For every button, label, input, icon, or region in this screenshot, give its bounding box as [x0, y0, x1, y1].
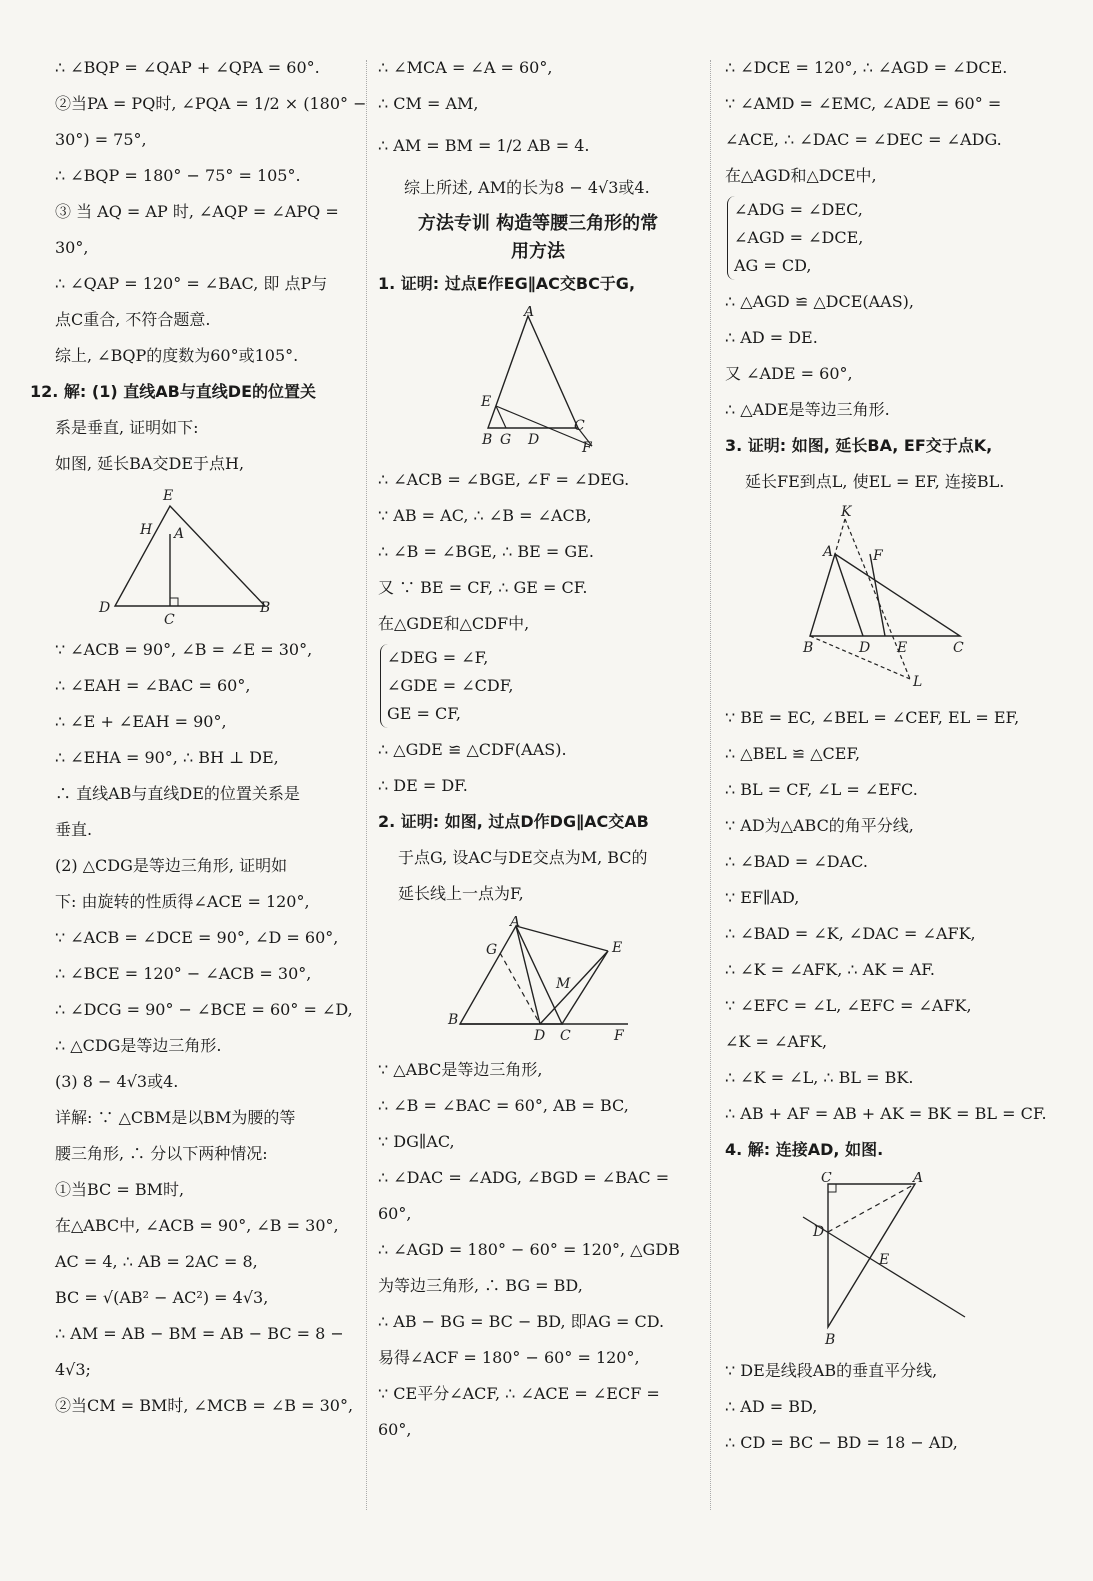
- column-2: [378, 50, 698, 1448]
- fig-label: B: [825, 1332, 836, 1347]
- text-line: ∴ ∠K = ∠AFK, ∴ AK = AF.: [725, 960, 935, 979]
- text-line: ∵ ∠AMD = ∠EMC, ∠ADE = 60° =: [725, 94, 1002, 113]
- fig-label: C: [164, 612, 175, 626]
- fig-label: C: [560, 1028, 571, 1044]
- text-line: ∵ BE = EC, ∠BEL = ∠CEF, EL = EF,: [725, 708, 1020, 727]
- text-line: ∴ ∠E + ∠EAH = 90°,: [55, 712, 227, 731]
- text-line: ∴ ∠BQP = 180° − 75° = 105°.: [55, 166, 301, 185]
- text-line: 点C重合, 不符合题意.: [55, 310, 211, 329]
- fig-label: F: [873, 548, 883, 564]
- text-line: 腰三角形, ∴ 分以下两种情况:: [55, 1144, 268, 1163]
- fig-label: E: [163, 488, 174, 504]
- text-line: 在△AGD和△DCE中,: [725, 166, 877, 185]
- text-line: ∴ ∠B = ∠BGE, ∴ BE = GE.: [378, 542, 594, 561]
- text-line: 30°,: [55, 238, 89, 257]
- fig-label: D: [534, 1028, 546, 1044]
- text-line: ∵ ∠ACB = ∠DCE = 90°, ∠D = 60°,: [55, 928, 339, 947]
- fig-label: H: [140, 522, 153, 538]
- text-line: 又 ∵ BE = CF, ∴ GE = CF.: [378, 578, 588, 597]
- text-line: 详解: ∵ △CBM是以BM为腰的等: [55, 1108, 296, 1127]
- text-line: ∴ △BEL ≌ △CEF,: [725, 744, 861, 763]
- text-line: 为等边三角形, ∴ BG = BD,: [378, 1276, 583, 1295]
- fig-label: E: [481, 394, 492, 410]
- text-line: 系是垂直, 证明如下:: [55, 418, 199, 437]
- text-line: ②当PA = PQ时, ∠PQA = 1/2 × (180° −: [55, 94, 367, 113]
- text-line: 垂直.: [55, 820, 93, 839]
- text-line: ①当BC = BM时,: [55, 1180, 185, 1199]
- condition-brace: [727, 196, 1055, 280]
- text-line: AC = 4, ∴ AB = 2AC = 8,: [55, 1252, 258, 1271]
- fig-label: C: [574, 418, 585, 434]
- text-line: 在△GDE和△CDF中,: [378, 614, 530, 633]
- text-line: 60°,: [378, 1420, 412, 1439]
- text-line: ∵ △ABC是等边三角形,: [378, 1060, 543, 1079]
- text-line: ∵ EF∥AD,: [725, 888, 800, 907]
- problem-heading: 1. 证明: 过点E作EG∥AC交BC于G,: [378, 274, 636, 293]
- fig-label: E: [897, 640, 908, 656]
- text-line: ∴ △CDG是等边三角形.: [55, 1036, 222, 1055]
- text-line: 如图, 延长BA交DE于点H,: [55, 454, 245, 473]
- fig-label: F: [582, 440, 592, 456]
- column-divider: [366, 60, 367, 1510]
- text-line: ∴ ∠EAH = ∠BAC = 60°,: [55, 676, 251, 695]
- figure-triangle-abc-3: [725, 504, 1055, 694]
- fig-label: D: [528, 432, 540, 448]
- fig-label: D: [813, 1224, 825, 1240]
- fig-label: A: [510, 916, 521, 930]
- fig-label: E: [612, 940, 623, 956]
- fig-label: A: [524, 306, 535, 320]
- text-line: GE = CF,: [387, 704, 461, 723]
- text-line: ∴ ∠ACB = ∠BGE, ∠F = ∠DEG.: [378, 470, 630, 489]
- text-line: ∴ ∠BQP = ∠QAP + ∠QPA = 60°.: [55, 58, 320, 77]
- figure-triangle-edb: [55, 486, 355, 626]
- text-line: ∴ ∠MCA = ∠A = 60°,: [378, 58, 553, 77]
- text-line: ∴ AD = BD,: [725, 1397, 818, 1416]
- problem-heading: 12. 解: (1) 直线AB与直线DE的位置关: [30, 382, 317, 401]
- text-line: ∠K = ∠AFK,: [725, 1032, 828, 1051]
- text-line: ∴ ∠AGD = 180° − 60° = 120°, △GDB: [378, 1240, 680, 1259]
- text-line: 60°,: [378, 1204, 412, 1223]
- text-line: ∴ BL = CF, ∠L = ∠EFC.: [725, 780, 918, 799]
- section-heading: 用方法: [511, 241, 565, 262]
- text-line: ∵ AB = AC, ∴ ∠B = ∠ACB,: [378, 506, 592, 525]
- text-line: ∵ AD为△ABC的角平分线,: [725, 816, 914, 835]
- text-line: AG = CD,: [734, 256, 812, 275]
- fig-label: G: [486, 942, 498, 958]
- figure-right-triangle: [725, 1172, 1055, 1347]
- figure-triangle-abc-1: [378, 306, 698, 456]
- text-line: ∴ CM = AM,: [378, 94, 479, 113]
- text-line: (2) △CDG是等边三角形, 证明如: [55, 856, 288, 875]
- text-line: 30°) = 75°,: [55, 130, 147, 149]
- fig-label: A: [913, 1172, 924, 1186]
- problem-heading: 4. 解: 连接AD, 如图.: [725, 1140, 884, 1159]
- column-divider: [710, 60, 711, 1510]
- figure-triangle-abc-2: [378, 916, 698, 1046]
- text-line: ∴ △ADE是等边三角形.: [725, 400, 890, 419]
- fig-label: F: [614, 1028, 624, 1044]
- text-line: 综上, ∠BQP的度数为60°或105°.: [55, 346, 299, 365]
- fig-label: L: [913, 674, 923, 690]
- fig-label: G: [500, 432, 512, 448]
- text-line: ∴ 直线AB与直线DE的位置关系是: [55, 784, 300, 803]
- text-line: ∴ ∠EHA = 90°, ∴ BH ⊥ DE,: [55, 748, 279, 767]
- text-line: 又 ∠ADE = 60°,: [725, 364, 853, 383]
- fig-label: A: [823, 544, 834, 560]
- text-line: ∴ ∠DCG = 90° − ∠BCE = 60° = ∠D,: [55, 1000, 353, 1019]
- fig-label: M: [556, 976, 571, 992]
- text-line: ∠DEG = ∠F,: [387, 648, 489, 667]
- text-line: ∴ ∠BCE = 120° − ∠ACB = 30°,: [55, 964, 312, 983]
- text-line: 于点G, 设AC与DE交点为M, BC的: [398, 848, 648, 867]
- fig-label: D: [99, 600, 111, 616]
- text-line: (3) 8 − 4√3或4.: [55, 1072, 179, 1091]
- text-line: 4√3;: [55, 1360, 91, 1379]
- text-line: ∵ ∠ACB = 90°, ∠B = ∠E = 30°,: [55, 640, 313, 659]
- text-line: ∴ AD = DE.: [725, 328, 818, 347]
- text-line: ∴ AB + AF = AB + AK = BK = BL = CF.: [725, 1104, 1047, 1123]
- text-line: ∴ ∠QAP = 120° = ∠BAC, 即 点P与: [55, 274, 328, 293]
- text-line: 下: 由旋转的性质得∠ACE = 120°,: [55, 892, 310, 911]
- text-line: ∴ ∠DCE = 120°, ∴ ∠AGD = ∠DCE.: [725, 58, 1008, 77]
- fig-label: A: [174, 526, 185, 542]
- fig-label: D: [859, 640, 871, 656]
- problem-heading: 2. 证明: 如图, 过点D作DG∥AC交AB: [378, 812, 649, 831]
- fig-label: K: [841, 504, 852, 520]
- text-line: ∴ AB − BG = BC − BD, 即AG = CD.: [378, 1312, 665, 1331]
- text-line: ②当CM = BM时, ∠MCB = ∠B = 30°,: [55, 1396, 354, 1415]
- text-line: ∠GDE = ∠CDF,: [387, 676, 514, 695]
- text-line: 延长线上一点为F,: [398, 884, 524, 903]
- text-line: ∠ACE, ∴ ∠DAC = ∠DEC = ∠ADG.: [725, 130, 1002, 149]
- text-line: ∵ CE平分∠ACF, ∴ ∠ACE = ∠ECF =: [378, 1384, 660, 1403]
- text-line: ∴ △AGD ≌ △DCE(AAS),: [725, 292, 915, 311]
- text-line: 易得∠ACF = 180° − 60° = 120°,: [378, 1348, 640, 1367]
- text-line: ∴ DE = DF.: [378, 776, 468, 795]
- condition-brace: [380, 644, 698, 728]
- text-line: 延长FE到点L, 使EL = EF, 连接BL.: [745, 472, 1005, 491]
- text-line: ③ 当 AQ = AP 时, ∠AQP = ∠APQ =: [55, 202, 339, 221]
- fig-label: B: [482, 432, 493, 448]
- fig-label: E: [879, 1252, 890, 1268]
- text-line: ∵ ∠EFC = ∠L, ∠EFC = ∠AFK,: [725, 996, 972, 1015]
- fig-label: C: [953, 640, 964, 656]
- text-line: ∴ ∠DAC = ∠ADG, ∠BGD = ∠BAC =: [378, 1168, 670, 1187]
- text-line: 在△ABC中, ∠ACB = 90°, ∠B = 30°,: [55, 1216, 339, 1235]
- text-line: ∴ ∠K = ∠L, ∴ BL = BK.: [725, 1068, 914, 1087]
- text-line: ∴ △GDE ≌ △CDF(AAS).: [378, 740, 567, 759]
- text-line: ∴ ∠BAD = ∠DAC.: [725, 852, 868, 871]
- fig-label: C: [821, 1172, 832, 1186]
- text-line: ∵ DG∥AC,: [378, 1132, 455, 1151]
- text-line: 综上所述, AM的长为8 − 4√3或4.: [404, 178, 650, 197]
- text-line: ∴ ∠BAD = ∠K, ∠DAC = ∠AFK,: [725, 924, 976, 943]
- fig-label: B: [260, 600, 271, 616]
- column-3: [725, 50, 1055, 1461]
- text-line: BC = √(AB² − AC²) = 4√3,: [55, 1288, 269, 1307]
- column-1: [30, 50, 367, 1424]
- text-line: ∵ DE是线段AB的垂直平分线,: [725, 1361, 938, 1380]
- text-line: ∴ AM = AB − BM = AB − BC = 8 −: [55, 1324, 344, 1343]
- fig-label: B: [448, 1012, 459, 1028]
- fig-label: B: [803, 640, 814, 656]
- text-line: ∴ CD = BC − BD = 18 − AD,: [725, 1433, 958, 1452]
- problem-heading: 3. 证明: 如图, 延长BA, EF交于点K,: [725, 436, 993, 455]
- text-line: ∠AGD = ∠DCE,: [734, 228, 864, 247]
- section-heading: 方法专训 构造等腰三角形的常: [417, 213, 659, 234]
- text-line: ∴ AM = BM = 1/2 AB = 4.: [378, 136, 590, 155]
- text-line: ∴ ∠B = ∠BAC = 60°, AB = BC,: [378, 1096, 629, 1115]
- text-line: ∠ADG = ∠DEC,: [734, 200, 863, 219]
